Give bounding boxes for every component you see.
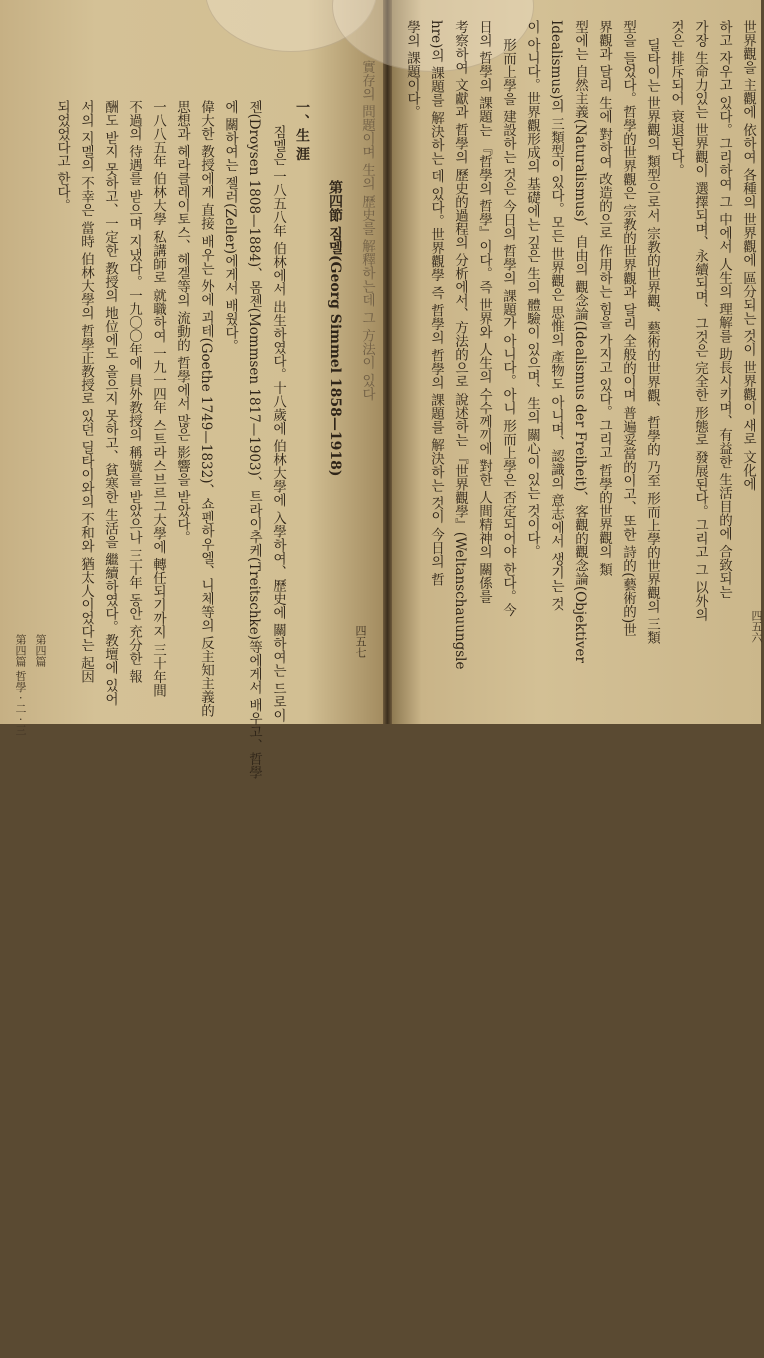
right-text-column: 가장 生命力있는 世界觀이 選擇되며、永續되며、그것은 完全한 形態로 發展된다。그리고 그 以外의 <box>692 20 708 622</box>
right-text-column: 型을 들었다。哲學的世界觀은 宗教的世界觀과 달리 全般的이며 普遍妥當的이고、또한 詩的(藝術的)世 <box>620 20 636 637</box>
right-text-column: 日의 哲學의 課題는 『哲學의 哲學』이다。즉 世界와 人生의 수수께끼에 對한 人間精神의 關係를 <box>476 20 492 603</box>
right-text-column: 딜타이는 世界觀의 類型으로서 宗教的世界觀、藝術的世界觀、哲學的 乃至 形而上學的世界觀의 三類 <box>644 38 660 645</box>
left-text-column: 酬도 받지 못하고、一定한 教授의 地位에도 올으지 못하고、貧寒한 生活을 繼續하였다。教壇에 있어 <box>102 100 118 706</box>
right-text-column: 學의 課題이다。 <box>404 20 420 119</box>
left-page <box>0 0 383 780</box>
left-page-number: 四五七 <box>354 625 367 658</box>
section-heading: 第四節 짐멜(Georg Simmel 1858—1918) <box>327 180 343 477</box>
left-text-column: 짐멜은 一八五八年 伯林에서 出生하였다。十八歲에 伯林大學에 入學하여、歷史에 關하여는 드로이 <box>270 125 286 723</box>
left-text-column: 되었었다고 한다。 <box>54 100 70 213</box>
left-text-column: 서의 지멜의 不幸은 當時 伯林大學의 哲學正教授로 있던 딜타이와의 不和와 猶太人이었다는 起因 <box>78 100 94 683</box>
left-text-column: 一八八五年 伯林大學 私講師로 就職하여 一九一四年 스트라스브르그大學에 轉任되기까지 三十年間 <box>150 100 166 698</box>
right-page <box>392 0 761 724</box>
right-text-column: 考察하여 文獻과 哲學의 歷史的過程의 分析에서、方法的으로 說述하는 『世界觀學』(Weltanschauungsle <box>452 20 468 670</box>
right-text-column: 이 아니다。世界觀形成의 基礎에는 깊은 生의 體驗이 있으며、生의 關心이 있는 것이다。 <box>524 20 540 559</box>
left-text-column: 思想과 헤라클레이토스、헤겔等의 流動的 哲學에서 많은 影響을 받았다。 <box>174 100 190 545</box>
bleed-through-text: 實存의 問題이며 生의 歷史를 解釋하는데 그 方法이 있다 <box>359 60 375 401</box>
left-text-column: 偉大한 教授에게 直接 배우는 外에 괴테(Goethe 1749—1832)、쇼펜하우엘、니체等의 反主知主義的 <box>198 100 214 718</box>
subsection-heading: 一、生 涯 <box>294 100 310 161</box>
right-text-column: hre)의 課題를 解決하는 데 있다。世界觀學 즉 哲學의 哲學의 課題를 解決하는 것이 今日의 哲 <box>428 20 444 586</box>
right-text-column: 型에는 自然主義(Naturalismus)、自由의 觀念論(Idealismus der Freiheit)、客觀的觀念論(Objektiver <box>572 20 588 663</box>
right-text-column: 界觀과 달리 生에 對하여 改造的으로 作用하는 힘을 가지고 있다。그리고 哲學的世界觀의 類 <box>596 20 612 576</box>
right-text-column: 것은 排斥되어 衰退된다。 <box>668 20 684 178</box>
right-text-column: 하고 자우고 있다。그리하여 그 中에서 人生의 理解를 助長시키며、有益한 生活目的에 合致되는 <box>716 20 732 599</box>
book-gutter <box>383 0 392 724</box>
right-text-column: Idealismus)의 三類型이 있다。모든 世界觀은 思惟의 產物도 아니며、認識의 意志에서 생기는 것 <box>548 20 564 611</box>
left-text-column: 에 關하여는 젤러(Zeller)에게서 배웠다。 <box>222 100 238 353</box>
right-page-number: 四五六 <box>750 610 763 643</box>
left-text-column: 젠(Droysen 1808—1884)、몸젠(Mommsen 1817—1903)、트라이추케(Treitschke)等에게서 배우고、哲學 <box>246 100 262 780</box>
right-text-column: 世界觀을 主觀에 依하여 各種의 世界觀에 區分되는 것이 世界觀이 새로 文化에 <box>740 20 756 491</box>
running-header-label: 第四篇 <box>34 634 47 667</box>
left-text-column: 不過의 待遇를 받으며 지냈다。一九〇〇年에 員外教授의 稱號를 받았으나 三十年 동안 充分한 報 <box>126 100 142 683</box>
running-header: 第四篇 哲學 · 二 · 三 <box>14 634 27 736</box>
right-text-column: 形而上學을 建設하는 것은 今日의 哲學의 課題가 아니다。아니 形而上學은 否定되어야 한다。今 <box>500 38 516 617</box>
